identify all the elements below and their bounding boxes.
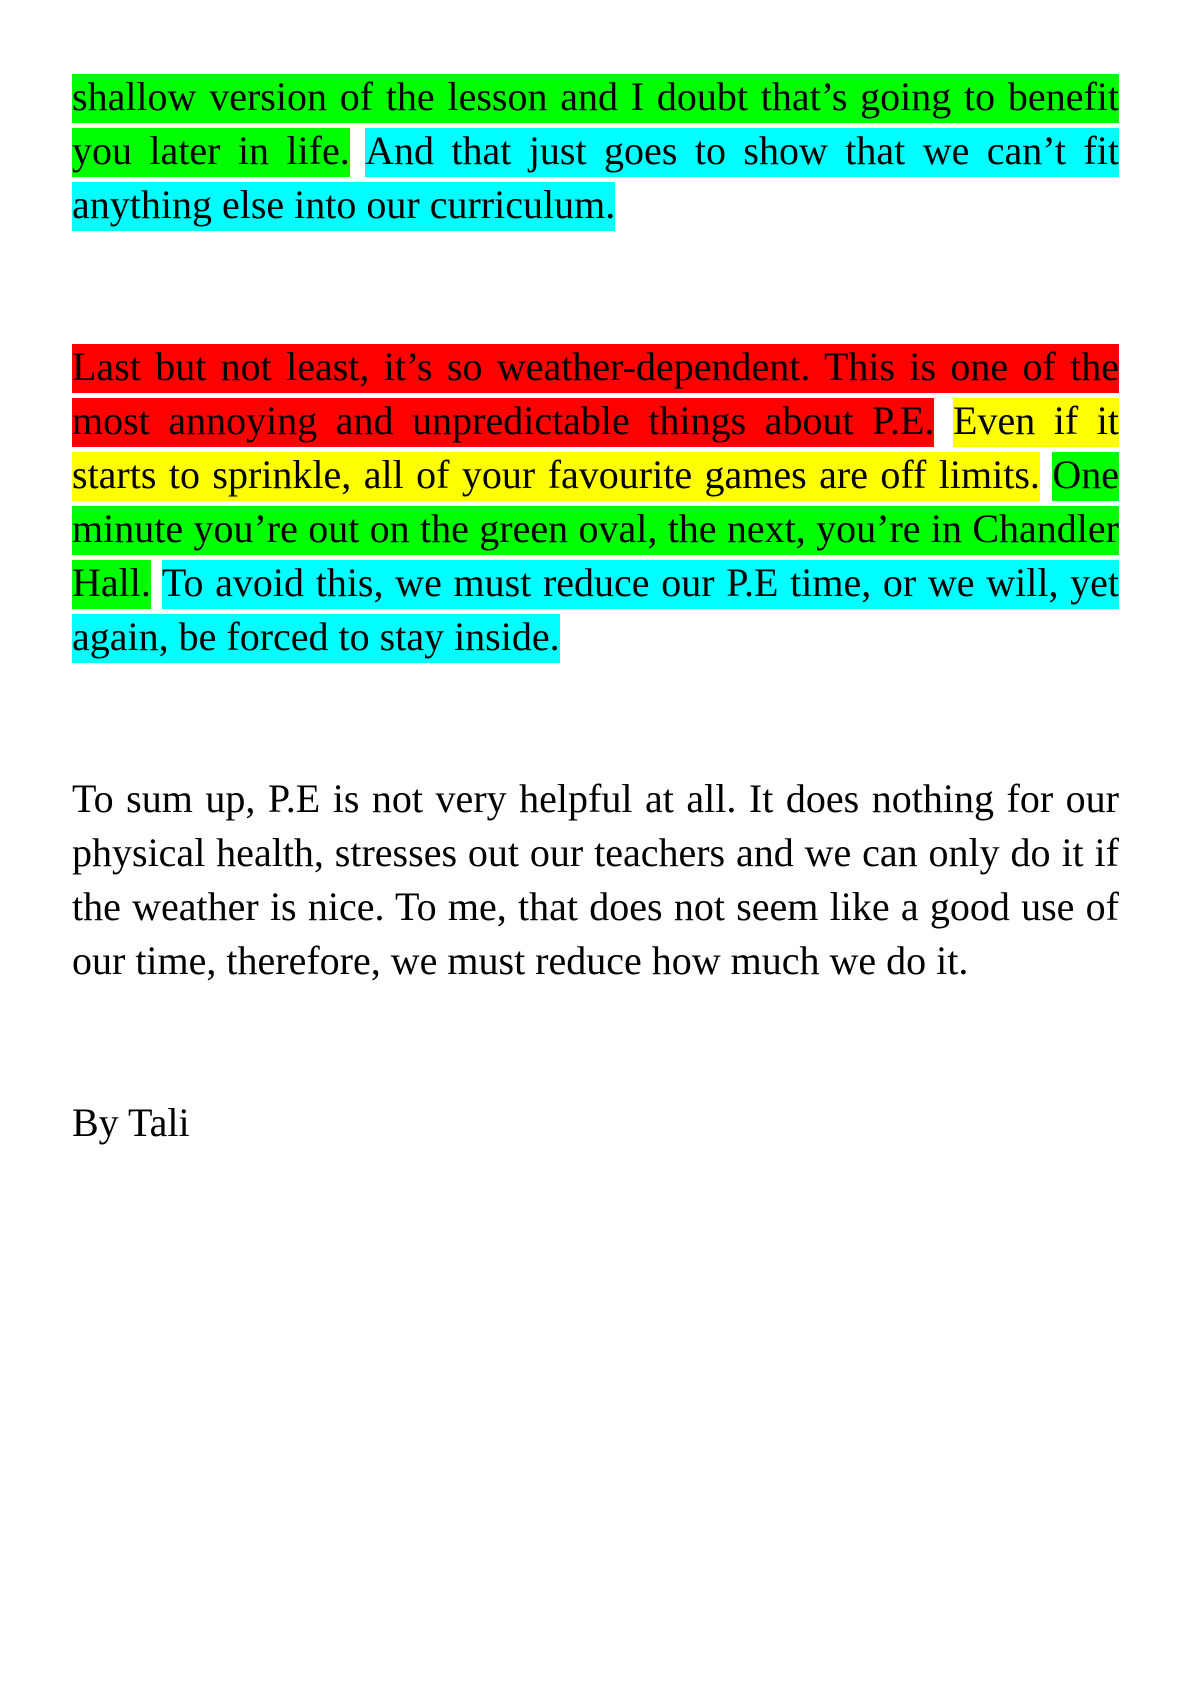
highlight-cyan-sentence: And that just goes to show that we can’t fit anything else into our curriculum. <box>72 128 1119 231</box>
author-signature: By Tali <box>72 1100 190 1145</box>
document-page <box>72 70 1119 1150</box>
paragraph-spacer <box>72 232 1119 340</box>
highlight-green-sentence: shallow version of the lesson and I doubt that’s going to benefit you later in life. <box>72 74 1119 177</box>
conclusion-text: To sum up, P.E is not very helpful at all. It does nothing for our physical health, stresses out our teachers and we can only do it if the weather is nice. To me, that does not seem like a good use of our time, therefore, we must reduce how much we do it. <box>72 776 1119 983</box>
paragraph-spacer <box>72 664 1119 772</box>
paragraph-weather <box>72 340 1119 664</box>
highlight-red-sentence: Last but not least, it’s so weather-dependent. This is one of the most annoying and unpredictable things about P.E. <box>72 344 1119 447</box>
paragraph-curriculum <box>72 70 1119 232</box>
paragraph-spacer <box>72 988 1119 1096</box>
highlight-green-sentence: One minute you’re out on the green oval, the next, you’re in Chandler Hall. <box>72 452 1119 609</box>
highlight-yellow-sentence: Even if it starts to sprinkle, all of your favourite games are off limits. <box>72 398 1119 501</box>
highlight-cyan-sentence: To avoid this, we must reduce our P.E time, or we will, yet again, be forced to stay inside. <box>72 560 1119 663</box>
paragraph-conclusion <box>72 772 1119 988</box>
